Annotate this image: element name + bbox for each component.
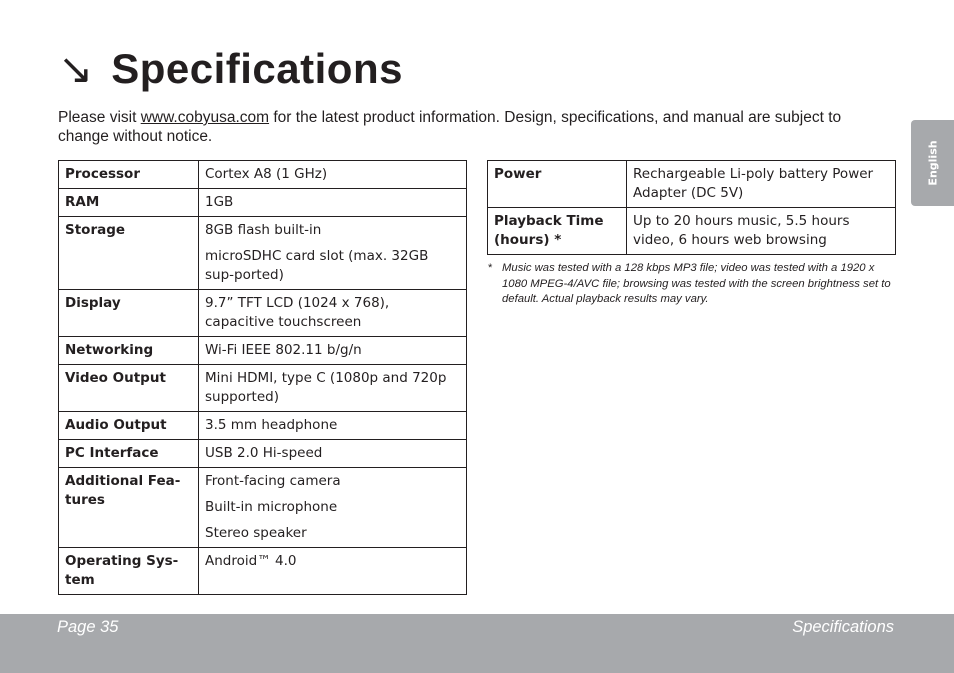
- spec-label: RAM: [59, 189, 199, 217]
- footnote: [488, 261, 898, 308]
- intro-text-before: Please visit: [58, 109, 141, 126]
- spec-value: [199, 189, 467, 217]
- footnote-text: Music was tested with a 128 kbps MP3 file; video was tested with a 1920 x 1080 MPEG-4/AVC file; browsing was tested with the screen brightness set to default. Actual playback results may vary.: [502, 262, 891, 305]
- spec-value-line: 3.5 mm headphone: [205, 417, 338, 433]
- spec-row: [59, 337, 467, 365]
- spec-value-line: Wi-Fi IEEE 802.11 b/g/n: [205, 342, 362, 358]
- spec-row: [59, 468, 467, 548]
- spec-label: Power: [488, 161, 627, 208]
- spec-value-line: Front-facing camera: [205, 473, 341, 489]
- cobyusa-link[interactable]: www.cobyusa.com: [140, 109, 270, 126]
- spec-value-line: Cortex A8 (1 GHz): [205, 166, 328, 182]
- page-heading: [58, 44, 403, 93]
- spec-value-line: 9.7” TFT LCD (1024 x 768), capacitive touchscreen: [205, 295, 390, 330]
- spec-value-line: Android™ 4.0: [205, 553, 297, 569]
- language-tab[interactable]: [911, 120, 954, 206]
- spec-value: [199, 161, 467, 189]
- spec-label: Video Output: [59, 365, 199, 412]
- spec-value-line: Mini HDMI, type C (1080p and 720p supported): [205, 370, 447, 405]
- spec-value-line: USB 2.0 Hi-speed: [205, 445, 323, 461]
- spec-row: [59, 365, 467, 412]
- spec-value-line: Rechargeable Li-poly battery Power Adapter (DC 5V): [633, 166, 874, 201]
- spec-row: [59, 548, 467, 595]
- spec-row: [59, 217, 467, 290]
- spec-value-line: Stereo speaker: [205, 525, 307, 541]
- spec-label: Networking: [59, 337, 199, 365]
- spec-value-line: 1GB: [205, 194, 234, 210]
- spec-value: [199, 217, 467, 290]
- spec-value-line: 8GB flash built-in: [205, 222, 322, 238]
- footnote-marker: *: [488, 262, 493, 274]
- spec-row: [488, 208, 896, 255]
- spec-value-line: Up to 20 hours music, 5.5 hours video, 6 hours web browsing: [633, 213, 850, 248]
- page-number: Page 35: [57, 618, 119, 636]
- spec-label: Storage: [59, 217, 199, 290]
- specs-table-left: [58, 160, 467, 595]
- language-tab-label: English: [926, 140, 939, 186]
- spec-value: [199, 440, 467, 468]
- spec-value: [199, 548, 467, 595]
- arrow-icon: ↘: [58, 44, 94, 93]
- specs-table-right: [487, 160, 896, 255]
- spec-value: [627, 161, 896, 208]
- spec-value-line: Built-in microphone: [205, 499, 338, 515]
- spec-row: [59, 161, 467, 189]
- spec-row: [59, 189, 467, 217]
- page-title: Specifications: [111, 45, 403, 92]
- spec-row: [488, 161, 896, 208]
- spec-row: [59, 412, 467, 440]
- spec-label: Additional Fea-tures: [59, 468, 199, 548]
- spec-value: [199, 468, 467, 548]
- footer-section-title: Specifications: [792, 618, 894, 636]
- spec-label: Processor: [59, 161, 199, 189]
- spec-value: [199, 365, 467, 412]
- page-footer: [0, 614, 954, 673]
- spec-value: [199, 290, 467, 337]
- intro-text-after: for the latest product information. Design, specifications, and manual are subject to change without notice.: [58, 109, 842, 145]
- intro-paragraph: [58, 108, 888, 146]
- spec-value: [199, 337, 467, 365]
- spec-label: Playback Time (hours) *: [488, 208, 627, 255]
- spec-label: Audio Output: [59, 412, 199, 440]
- spec-row: [59, 440, 467, 468]
- spec-value-line: microSDHC card slot (max. 32GB sup-ported): [205, 248, 429, 283]
- spec-value: [199, 412, 467, 440]
- spec-row: [59, 290, 467, 337]
- spec-label: Display: [59, 290, 199, 337]
- spec-label: PC Interface: [59, 440, 199, 468]
- spec-value: [627, 208, 896, 255]
- spec-label: Operating Sys-tem: [59, 548, 199, 595]
